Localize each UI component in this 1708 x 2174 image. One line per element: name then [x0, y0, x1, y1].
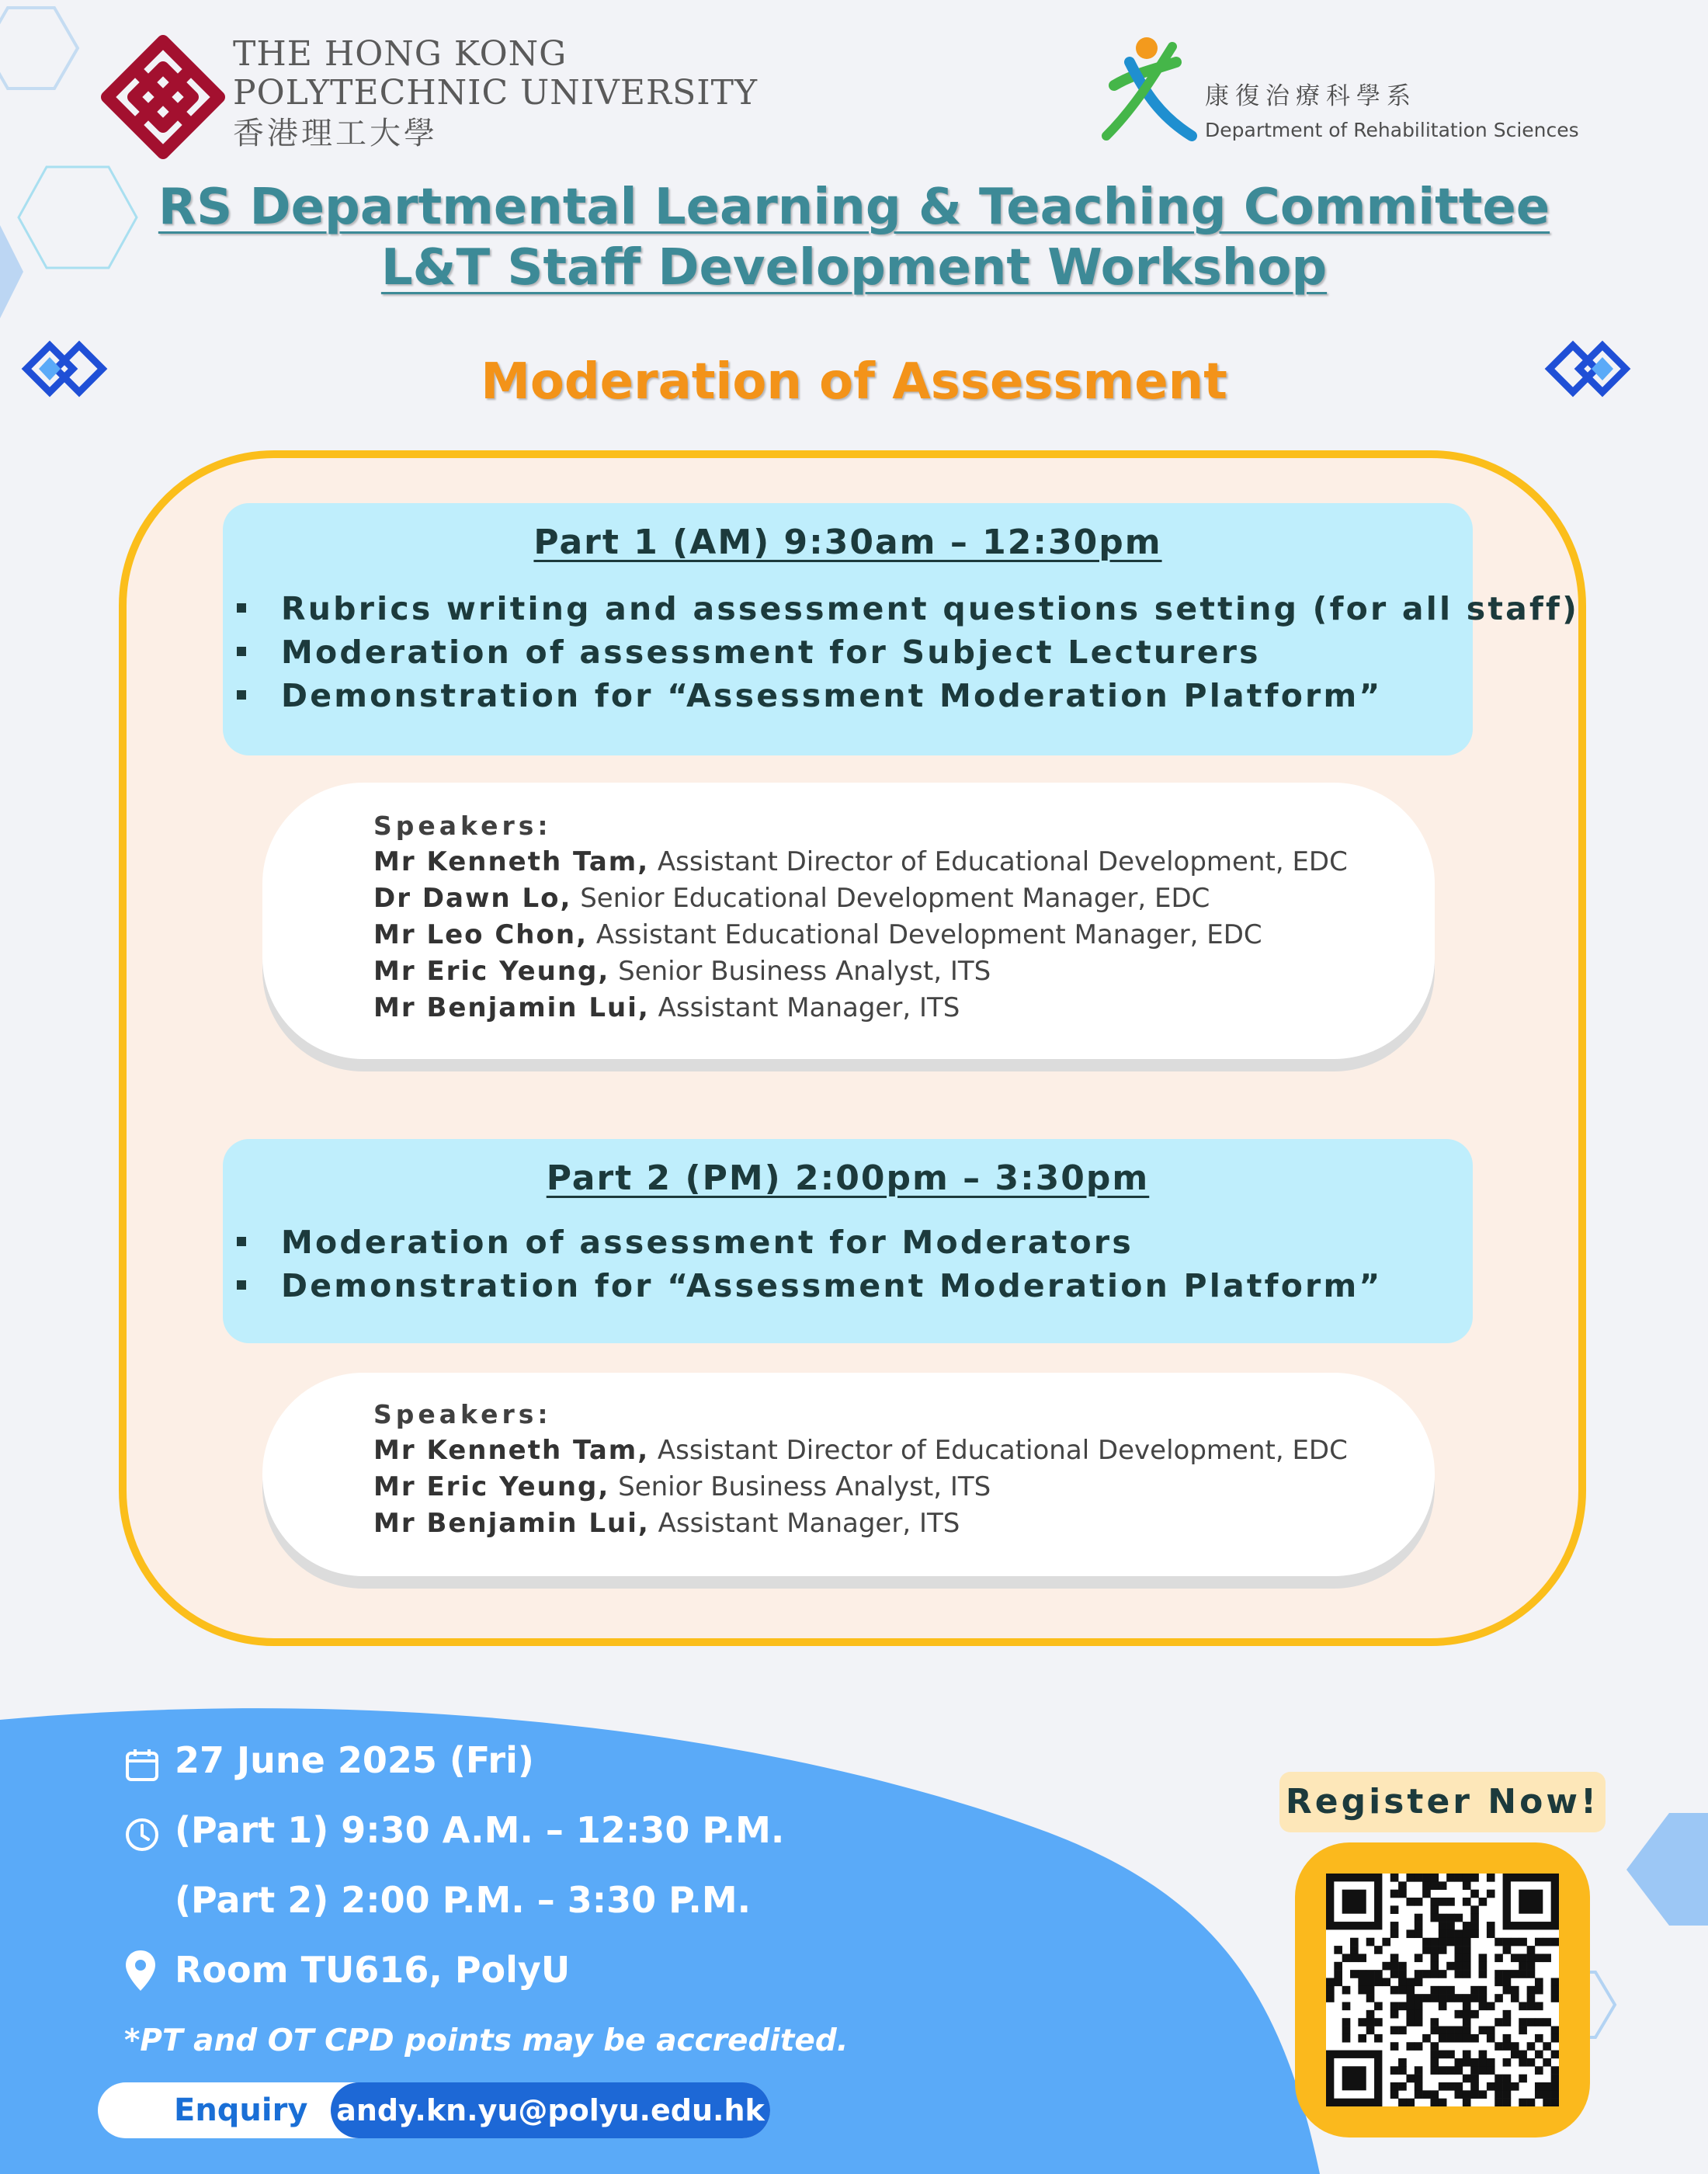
university-name-chinese: 香港理工大學: [233, 116, 438, 151]
list-item: Demonstration for “Assessment Moderation Platform”: [237, 674, 1579, 717]
speaker-item: Mr Kenneth Tam, Assistant Director of Educational Development, EDC: [373, 1435, 1348, 1466]
list-item: Moderation of assessment for Subject Lecturers: [237, 630, 1579, 674]
speakers-label: Speakers:: [373, 1399, 552, 1429]
list-item: Rubrics writing and assessment questions setting (for all staff): [237, 587, 1579, 630]
list-item: Demonstration for “Assessment Moderation Platform”: [237, 1264, 1383, 1308]
list-item: Moderation of assessment for Moderators: [237, 1221, 1383, 1264]
event-date: 27 June 2025 (Fri): [175, 1739, 534, 1781]
event-time-part1: (Part 1) 9:30 A.M. – 12:30 P.M.: [175, 1809, 785, 1851]
event-venue: Room TU616, PolyU: [175, 1949, 571, 1991]
university-name-line1: THE HONG KONG: [233, 34, 568, 74]
speaker-item: Mr Benjamin Lui, Assistant Manager, ITS: [373, 992, 960, 1023]
enquiry-label: Enquiry: [174, 2092, 308, 2128]
speaker-item: Mr Benjamin Lui, Assistant Manager, ITS: [373, 1508, 960, 1539]
polyu-logo: [101, 35, 225, 159]
speakers-label: Speakers:: [373, 811, 552, 841]
department-logo: [1099, 31, 1199, 148]
clock-icon: [124, 1817, 160, 1853]
department-name: [1205, 76, 1579, 141]
part1-speakers: [373, 807, 1348, 1026]
enquiry-bar: [98, 2082, 770, 2138]
part2-speakers-box: [262, 1373, 1435, 1576]
register-now-label: Register Now!: [1279, 1772, 1606, 1832]
speaker-item: Mr Eric Yeung, Senior Business Analyst, ITS: [373, 956, 991, 987]
part2-heading: Part 2 (PM) 2:00pm – 3:30pm: [546, 1158, 1150, 1198]
university-name: [233, 34, 759, 151]
part2-speakers: [373, 1396, 1348, 1542]
part1-heading: Part 1 (AM) 9:30am – 12:30pm: [533, 523, 1162, 562]
event-time-part2: (Part 2) 2:00 P.M. – 3:30 P.M.: [175, 1879, 752, 1921]
speaker-item: Mr Leo Chon, Assistant Educational Development Manager, EDC: [373, 919, 1262, 950]
workshop-title-line1: RS Departmental Learning & Teaching Committee: [158, 179, 1550, 236]
bullet-square-icon: [237, 1237, 246, 1246]
hexagon-decor: [1626, 1813, 1708, 1926]
part1-speakers-box: [262, 783, 1435, 1059]
part1-topics: [237, 587, 1579, 717]
department-name-english: Department of Rehabilitation Sciences: [1205, 119, 1579, 141]
part2-box: [223, 1139, 1473, 1343]
location-pin-icon: [124, 1949, 157, 1992]
part1-box: [223, 503, 1580, 755]
workshop-subtitle: Moderation of Assessment: [481, 353, 1227, 411]
bullet-square-icon: [237, 690, 246, 700]
bullet-square-icon: [237, 603, 246, 613]
bullet-square-icon: [237, 647, 246, 656]
qr-frame: [1295, 1842, 1590, 2138]
speaker-item: Dr Dawn Lo, Senior Educational Development Manager, EDC: [373, 883, 1210, 914]
registration-qr-code[interactable]: [1326, 1874, 1559, 2106]
university-name-line2: POLYTECHNIC UNIVERSITY: [233, 73, 759, 113]
hexagon-outline: [0, 8, 78, 89]
cpd-note: *PT and OT CPD points may be accredited.: [124, 2023, 849, 2058]
department-name-chinese: 康復治療科學系: [1205, 82, 1417, 110]
workshop-title-line2: L&T Staff Development Workshop: [380, 239, 1328, 297]
enquiry-email-link[interactable]: andy.kn.yu@polyu.edu.hk: [331, 2082, 770, 2138]
calendar-icon: [124, 1747, 160, 1783]
speaker-item: Mr Kenneth Tam, Assistant Director of Educational Development, EDC: [373, 846, 1348, 877]
bullet-square-icon: [237, 1280, 246, 1290]
part2-topics: [237, 1221, 1383, 1308]
speaker-item: Mr Eric Yeung, Senior Business Analyst, ITS: [373, 1471, 991, 1502]
